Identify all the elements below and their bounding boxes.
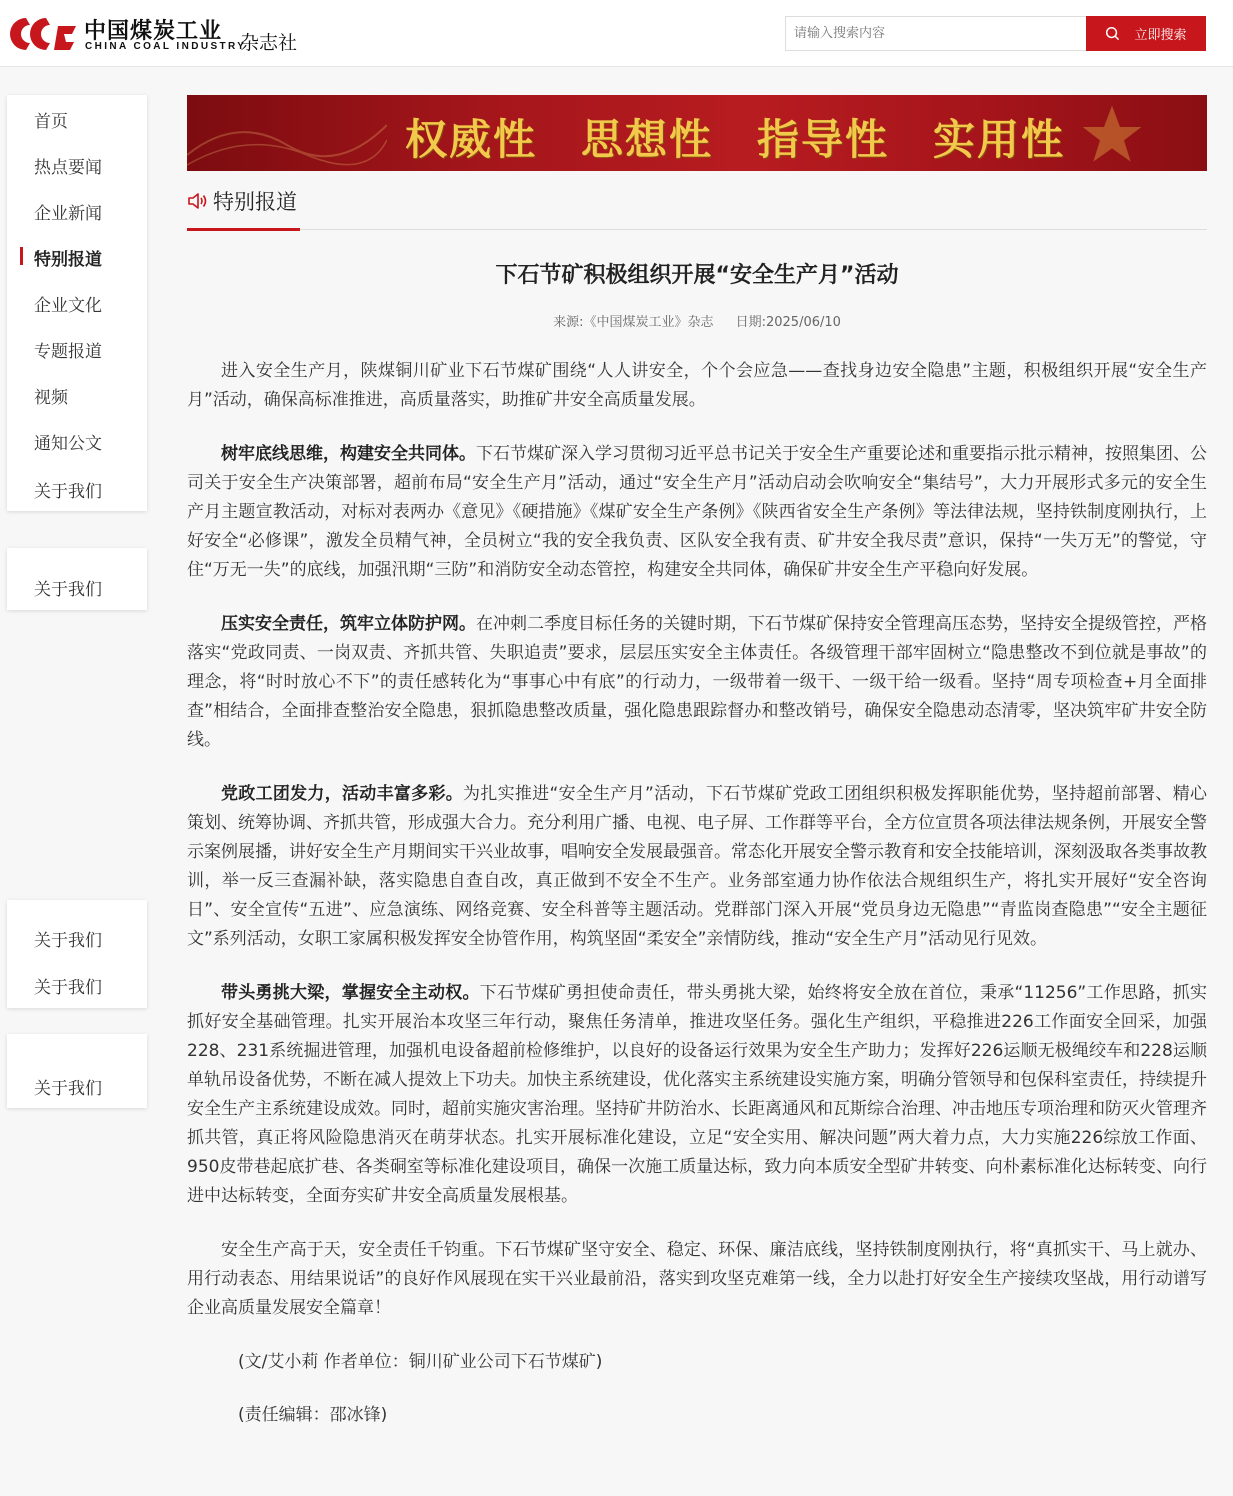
sidebar-active-indicator [20, 247, 23, 265]
logo-suffix-text: 杂志社 [240, 32, 298, 54]
article-paragraph [187, 440, 1207, 585]
sidebar-nav [7, 95, 147, 511]
search-button-label: 立即搜索 [1134, 28, 1187, 43]
search-input[interactable] [785, 16, 1087, 51]
sidebar-item-video[interactable]: 视频 [34, 388, 68, 408]
speaker-icon [187, 191, 209, 211]
article-paragraph [187, 610, 1207, 755]
article-author: (文/艾小莉 作者单位：铜川矿业公司下石节煤矿) [238, 1352, 603, 1372]
site-logo[interactable] [8, 14, 298, 54]
paragraph-text: 安全生产高于天，安全责任千钧重。下石节煤矿坚守安全、稳定、环保、廉洁底线，坚持铁制度刚执行，将“真抓实干、马上就办、用行动表态、用结果说话”的良好作风展现在实干兴业最前沿，落实到攻坚克难第一线，全力以赴打好安全生产接续攻坚战，用行动谱写企业高质量发展安全篇章！ [187, 1240, 1207, 1318]
slogan-banner [187, 95, 1207, 171]
article-body [187, 357, 1207, 1454]
paragraph-text: 进入安全生产月，陕煤铜川矿业下石节煤矿围绕“人人讲安全，个个会应急——查找身边安全隐患”主题，积极组织开展“安全生产月”活动，确保高标准推进，高质量落实，助推矿井安全高质量发展。 [187, 361, 1207, 410]
paragraph-lead: 带头勇挑大梁，掌握安全主动权。 [221, 983, 480, 1003]
search-bar [785, 16, 1206, 51]
banner-slogan: 权威性 思想性 指导性 实用性 [405, 115, 1066, 164]
article-meta [187, 311, 1207, 330]
paragraph-lead: 压实安全责任，筑牢立体防护网。 [221, 614, 476, 634]
logo-mark-icon [8, 16, 78, 52]
sidebar-extra-card [7, 900, 147, 1008]
paragraph-text: 下石节煤矿深入学习贯彻习近平总书记关于安全生产重要论述和重要指示批示精神，按照集团、公司关于安全生产决策部署，超前布局“安全生产月”活动，通过“安全生产月”活动启动会吹响安全“集结号”，大力开展形式多元的安全生产月主题宣教活动，对标对表两办《意见》《硬措施》《煤矿安全生产条例》《陕西省安全生产条例》等法律法规，坚持铁制度刚执行，上好安全“必修课”，激发全员精气神，全员树立“我的安全我负责、区队安全我有责、矿井安全我尽责”意识，保持“一失万无”的警觉，守住“万无一失”的底线，加强汛期“三防”和消防安全动态管控，构建安全共同体，确保矿井安全生产平稳向好发展。 [187, 444, 1207, 580]
article-paragraph [187, 780, 1207, 954]
search-icon [1105, 26, 1120, 41]
section-underline [187, 228, 300, 231]
sidebar-item-hot-news[interactable]: 热点要闻 [34, 158, 102, 178]
sidebar-item-special-report[interactable]: 特别报道 [34, 250, 102, 270]
section-divider [187, 229, 1207, 230]
sidebar-extra-card [7, 1034, 147, 1108]
section-title-text: 特别报道 [213, 190, 297, 214]
paragraph-text: 下石节煤矿勇担使命责任，带头勇挑大梁，始终将安全放在首位，秉承“11256”工作思路，抓实抓好安全基础管理。扎实开展治本攻坚三年行动，聚焦任务清单，推进攻坚任务。强化生产组织，平稳推进226工作面安全回采，加强228、231系统掘进管理，加强机电设备超前检修维护，以良好的设备运行效果为安全生产助力；发挥好226运顺无极绳绞车和228运顺单轨吊设备优势，不断在减人提效上下功夫。加快主系统建设，优化落实主系统建设实施方案，明确分管领导和包保科室责任，持续提升安全生产主系统建设成效。同时，超前实施灾害治理。坚持矿井防治水、长距离通风和瓦斯综合治理、冲击地压专项治理和防灭火管理齐抓共管，真正将风险隐患消灭在萌芽状态。扎实开展标准化建设，立足“安全实用、解决问题”两大着力点，大力实施226综放工作面、950皮带巷起底扩巷、各类硐室等标准化建设项目，确保一次施工质量达标，致力向本质安全型矿井转变、向朴素标准化达标转变、向行进中达标转变，全面夯实矿井安全高质量发展根基。 [187, 983, 1207, 1206]
article-paragraph [187, 1236, 1207, 1323]
sidebar-extra-card [7, 548, 147, 610]
sidebar-item-about[interactable]: 关于我们 [34, 931, 102, 951]
sidebar-item-company-news[interactable]: 企业新闻 [34, 204, 102, 224]
sidebar-item-about[interactable]: 关于我们 [34, 1079, 102, 1099]
sidebar-item-about[interactable]: 关于我们 [34, 978, 102, 998]
search-button[interactable] [1086, 16, 1206, 51]
article-source: 来源:《中国煤炭工业》杂志 [553, 315, 714, 330]
sidebar-item-notices[interactable]: 通知公文 [34, 434, 102, 454]
paragraph-text: 为扎实推进“安全生产月”活动，下石节煤矿党政工团组织积极发挥职能优势，坚持超前部署、精心策划、统筹协调、齐抓共管，形成强大合力。充分利用广播、电视、电子屏、工作群等平台，全方位宣贯各项法律法规条例，开展安全警示案例展播，讲好安全生产月期间实干兴业故事，唱响安全发展最强音。常态化开展安全警示教育和安全技能培训，深刻汲取各类事故教训，举一反三查漏补缺，落实隐患自查自改，真正做到不安全不生产。业务部室通力协作依法合规组织生产，将扎实开展好“安全咨询日”、安全宣传“五进”、应急演练、网络竞赛、安全科普等主题活动。党群部门深入开展“党员身边无隐患”“青监岗查隐患”“安全主题征文”系列活动，女职工家属积极发挥安全协管作用，构筑坚固“柔安全”亲情防线，推动“安全生产月”活动见行见效。 [187, 784, 1207, 949]
article-paragraph [187, 979, 1207, 1211]
article-title: 下石节矿积极组织开展“安全生产月”活动 [495, 263, 899, 288]
sidebar-item-about[interactable]: 关于我们 [34, 580, 102, 600]
sidebar-item-topics[interactable]: 专题报道 [34, 342, 102, 362]
sidebar-item-home[interactable]: 首页 [34, 112, 68, 132]
logo-english-text: CHINA COAL INDUSTRY [85, 41, 247, 52]
article-date: 日期:2025/06/10 [735, 315, 841, 330]
article-editor: (责任编辑：邵冰锋) [238, 1405, 388, 1425]
site-header [0, 0, 1233, 67]
sidebar-item-about[interactable]: 关于我们 [34, 482, 102, 502]
banner-decoration-icon [187, 95, 387, 171]
star-icon [1077, 103, 1147, 167]
paragraph-lead: 树牢底线思维，构建安全共同体。 [221, 444, 476, 464]
paragraph-lead: 党政工团发力，活动丰富多彩。 [221, 784, 464, 804]
section-title [187, 186, 297, 216]
logo-chinese-text: 中国煤炭工业 [84, 18, 223, 44]
sidebar-item-culture[interactable]: 企业文化 [34, 296, 102, 316]
article-paragraph [187, 357, 1207, 415]
paragraph-text: 在冲刺二季度目标任务的关键时期，下石节煤矿保持安全管理高压态势，坚持安全提级管控，严格落实“党政同责、一岗双责、齐抓共管、失职追责”要求，层层压实安全主体责任。各级管理干部牢固树立“隐患整改不到位就是事故”的理念，将“时时放心不下”的责任感转化为“事事心中有底”的行动力，一级带着一级干、一级干给一级看。坚持“周专项检查+月全面排查”相结合，全面排查整治安全隐患，狠抓隐患整改质量，强化隐患跟踪督办和整改销号，确保安全隐患动态清零，坚决筑牢矿井安全防线。 [187, 614, 1207, 750]
